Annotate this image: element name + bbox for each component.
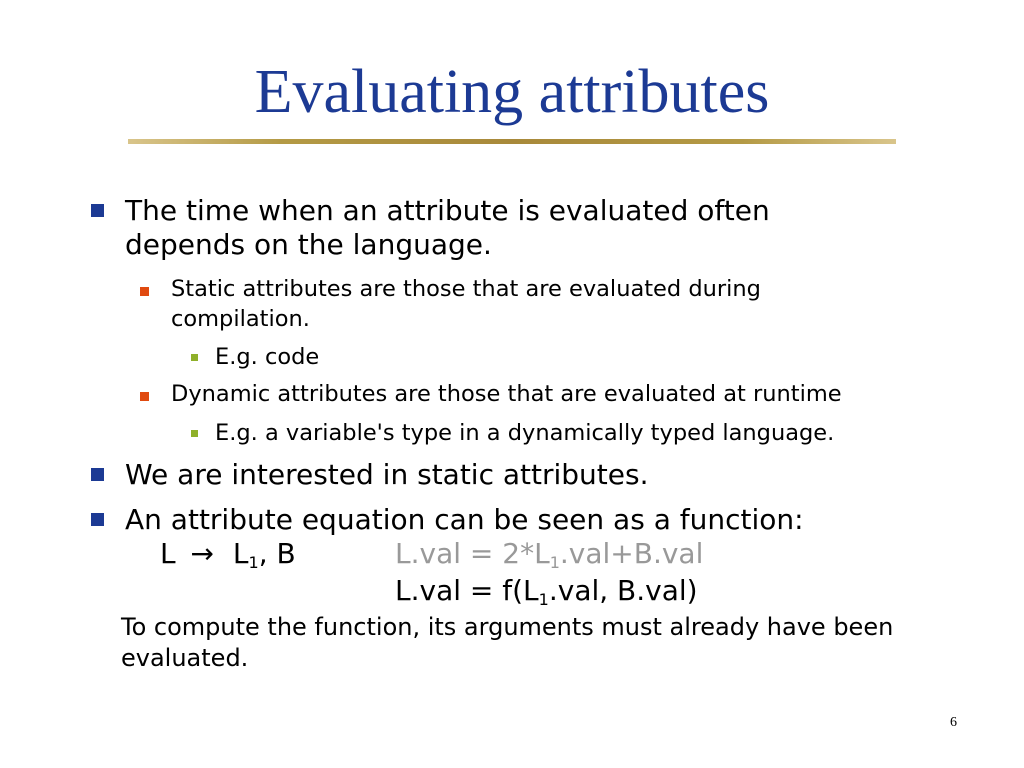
bullet-square-icon xyxy=(91,204,104,217)
production-rhs1: L xyxy=(232,537,249,570)
sub-sub-bullet-text: E.g. code xyxy=(215,344,320,370)
production-rhs2: , B xyxy=(258,537,296,570)
sub-sub-bullet-square-icon xyxy=(191,430,198,437)
slide-title: Evaluating attributes xyxy=(254,58,770,126)
equation1-pre: L.val = 2*L xyxy=(395,537,550,570)
bullet-square-icon xyxy=(91,513,104,526)
bullet-square-icon xyxy=(91,468,104,481)
equation-function xyxy=(395,574,698,608)
arrow-icon: → xyxy=(190,537,214,570)
equation1-sub: 1 xyxy=(549,553,560,572)
page-number: 6 xyxy=(950,715,957,730)
title-underline xyxy=(128,139,896,144)
production-lhs: L xyxy=(160,537,176,570)
production-rule xyxy=(160,537,296,571)
equation2-pre: L.val = f(L xyxy=(395,574,539,607)
sub-bullet-text: Static attributes are those that are evaluated during compilation. xyxy=(171,276,761,332)
bullet-text: We are interested in static attributes. xyxy=(125,458,649,491)
production-rhs1-sub: 1 xyxy=(248,553,259,572)
equation-faded xyxy=(395,537,703,571)
bullet-text: The time when an attribute is evaluated often depends on the language. xyxy=(125,194,770,261)
equation1-post: .val+B.val xyxy=(559,537,704,570)
sub-sub-bullet-square-icon xyxy=(191,354,198,361)
sub-bullet-text: Dynamic attributes are those that are evaluated at runtime xyxy=(171,381,842,407)
sub-sub-bullet-text: E.g. a variable's type in a dynamically typed language. xyxy=(215,420,835,446)
note-text: To compute the function, its arguments must already have been evaluated. xyxy=(121,613,894,672)
equation2-sub: 1 xyxy=(538,590,549,609)
equation2-post: .val, B.val) xyxy=(548,574,698,607)
sub-bullet-square-icon xyxy=(140,287,149,296)
sub-bullet-square-icon xyxy=(140,392,149,401)
bullet-text: An attribute equation can be seen as a function: xyxy=(125,503,804,536)
